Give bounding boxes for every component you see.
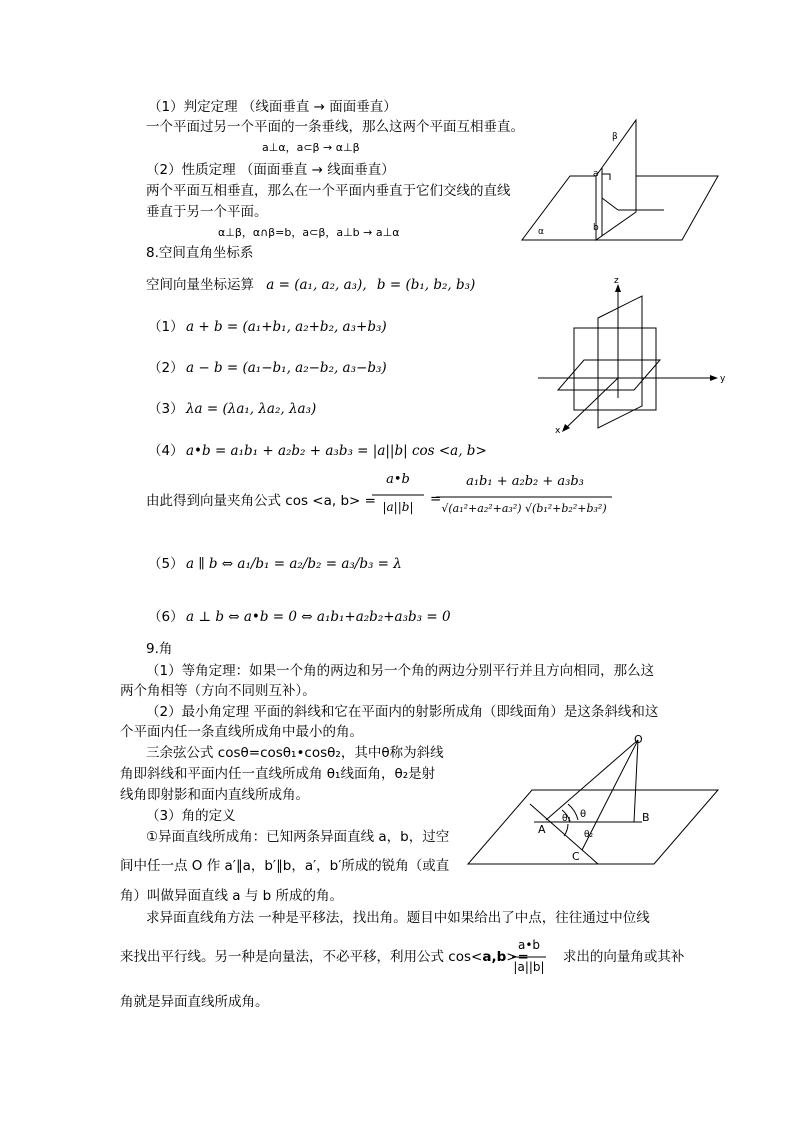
s1-formula: a⊥α，a⊂β → α⊥β: [262, 141, 360, 154]
fig1-a-label: a: [593, 169, 599, 179]
s9-p6c: 角就是异面直线所成角。: [120, 994, 269, 1010]
s9-p6b: [120, 948, 684, 966]
three-cosine-figure: [464, 732, 724, 872]
s8-f1: a + b = (a₁+b₁, a₂+b₂, a₃+b₃): [186, 319, 387, 335]
s8-f3: λa = (λa₁, λa₂, λa₃): [186, 401, 317, 417]
s8-f2: a − b = (a₁−b₁, a₂−b₂, a₃−b₃): [186, 360, 387, 376]
fig3-A-label: A: [538, 823, 546, 836]
s9-p1a: （1）等角定理：如果一个角的两边和另一个角的两边分别平行并且方向相同，那么这: [146, 663, 655, 679]
s8-f5-label: （5）: [148, 556, 184, 572]
s1-heading2: （2）性质定理 （面面垂直 → 线面垂直）: [146, 162, 395, 178]
s8-intro-prefix: 空间向量坐标运算: [146, 277, 254, 293]
s8-intro: [146, 276, 475, 294]
fig3-theta2-label: θ₂: [584, 830, 594, 840]
s8-f4: a•b = a₁b₁ + a₂b₂ + a₃b₃ = |a||b| cos <a, b>: [186, 443, 487, 459]
s8-f2-label: （2）: [148, 360, 184, 376]
s9-p6b-pre: 来找出平行线。另一种是向量法，不必平移，利用公式 cos<: [120, 949, 483, 965]
s9-p6b-mid: >=: [506, 949, 529, 965]
s9-p6b-den: |a||b|: [513, 960, 545, 974]
s1-formula2: α⊥β，α∩β=b，a⊂β，a⊥b → a⊥α: [218, 226, 400, 239]
s8-vec-a: a = (a₁, a₂, a₃),: [266, 277, 367, 293]
s8-f4-label: （4）: [148, 443, 184, 459]
s1-statement2b: 垂直于另一个平面。: [146, 204, 268, 220]
fig3-B-label: B: [642, 811, 650, 824]
s8-f3-label: （3）: [148, 401, 184, 417]
s8-f1-label: （1）: [148, 319, 184, 335]
s9-p3c: 线角即射影和面内直线所成角。: [120, 787, 309, 803]
s8-angle-bar: [436, 495, 616, 499]
s8-angle-prefix: 由此得到向量夹角公式 cos <a, b> =: [146, 493, 376, 509]
s8-angle-den: √(a₁²+a₂²+a₃²) √(b₁²+b₂²+b₃²): [441, 502, 607, 515]
s8-angle-eq: =: [430, 491, 442, 507]
s9-p6b-bar: [512, 955, 546, 959]
fig3-theta-label: θ: [580, 809, 587, 820]
axis-z-label: z: [614, 276, 619, 286]
fig1-b-label: b: [593, 223, 599, 233]
s8-title: 8.空间直角坐标系: [146, 245, 254, 261]
s9-p6b-num: a•b: [517, 938, 541, 952]
s9-p5a: ①异面直线所成角：已知两条异面直线 a，b，过空: [146, 829, 450, 845]
s9-p6b-post: 求出的向量角或其补: [562, 949, 685, 965]
s8-f5: a ∥ b ⇔ a₁/b₁ = a₂/b₂ = a₃/b₃ = λ: [186, 556, 402, 572]
s9-p2a: （2）最小角定理 平面的斜线和它在平面内的射影所成角（即线面角）是这条斜线和这: [146, 704, 659, 720]
s9-p5c: 角）叫做异面直线 a 与 b 所成的角。: [120, 888, 344, 904]
fig3-C-label: C: [572, 850, 580, 863]
s8-angle-frac-num: a•b: [386, 472, 410, 487]
axis-y-label: y: [720, 374, 726, 384]
s9-p2b: 个平面内任一条直线所成角中最小的角。: [120, 724, 363, 740]
s9-p5b: 间中任一点 O 作 a′∥a，b′∥b，a′，b′所成的锐角（或直: [120, 858, 450, 874]
s8-f6-label: （6）: [148, 609, 184, 625]
s8-angle-frac-den: |a||b|: [382, 500, 414, 514]
axis-x-label: x: [555, 426, 561, 436]
s9-title: 9.角: [146, 641, 173, 657]
fig3-O-label: O: [634, 733, 643, 746]
coordinate-system-figure: [534, 278, 734, 438]
s9-p1b: 两个角相等（方向不同则互补）。: [120, 683, 316, 699]
s1-statement: 一个平面过另一个平面的一条垂线，那么这两个平面互相垂直。: [146, 119, 524, 135]
s9-p6a: 求异面直线角方法 一种是平移法，找出角。题目中如果给出了中点，往往通过中位线: [146, 910, 650, 926]
s9-p4: （3）角的定义: [146, 808, 236, 824]
s1-statement2a: 两个平面互相垂直，那么在一个平面内垂直于它们交线的直线: [146, 183, 511, 199]
s1-heading: （1）判定定理 （线面垂直 → 面面垂直）: [148, 99, 397, 115]
fig1-alpha-label: α: [538, 227, 544, 237]
s8-angle-frac-bar: [372, 493, 424, 497]
perpendicular-planes-figure: [518, 110, 738, 250]
s9-p3b: 角即斜线和平面内任一直线所成角 θ₁线面角，θ₂是射: [120, 766, 436, 782]
fig1-beta-label: β: [612, 132, 618, 142]
s8-vec-b: b = (b₁, b₂, b₃): [376, 277, 476, 293]
fig3-theta1-label: θ₁: [562, 814, 572, 824]
s9-p6b-ab: a,b: [482, 949, 507, 965]
s8-angle-num: a₁b₁ + a₂b₂ + a₃b₃: [466, 474, 584, 489]
s8-f6: a ⊥ b ⇔ a•b = 0 ⇔ a₁b₁+a₂b₂+a₃b₃ = 0: [186, 609, 451, 625]
s9-p3a: 三余弦公式 cosθ=cosθ₁•cosθ₂，其中θ称为斜线: [146, 745, 444, 761]
